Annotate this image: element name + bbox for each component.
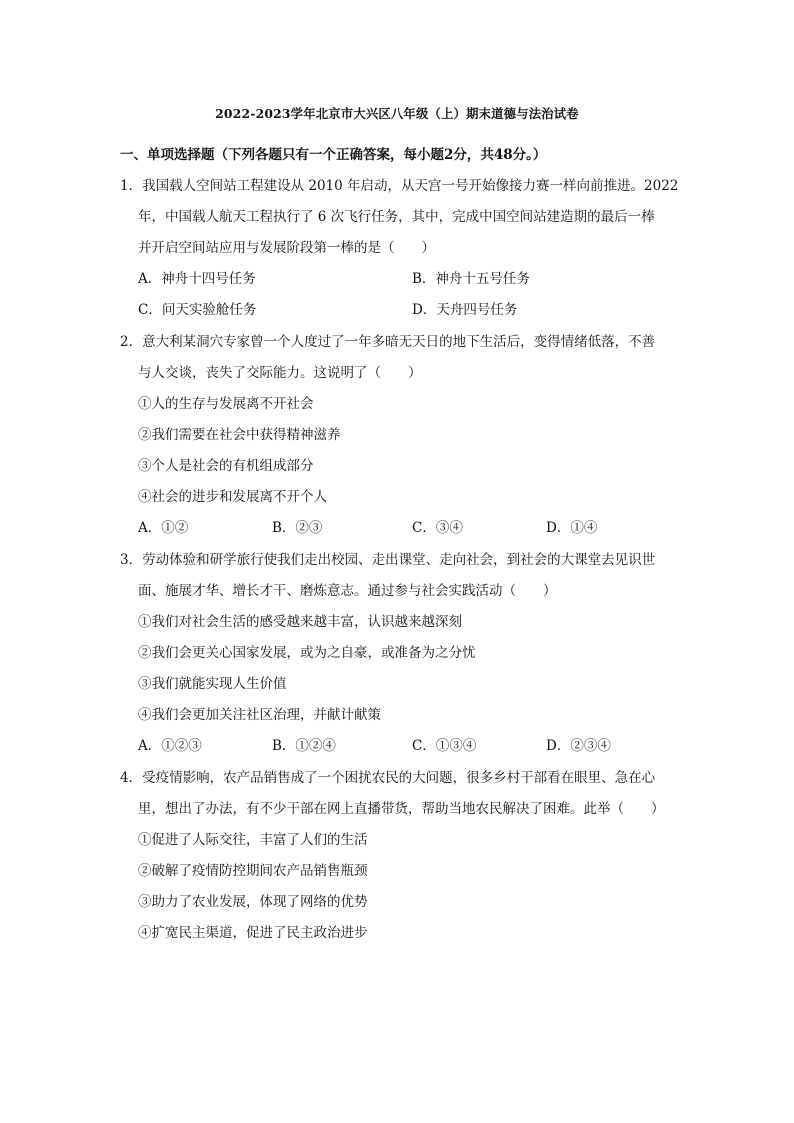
statement-2: ②破解了疫情防控期间农产品销售瓶颈 [138,863,368,879]
statement-3: ③助力了农业发展，体现了网络的优势 [138,894,368,910]
statement-2: ②我们需要在社会中获得精神滋养 [138,427,341,443]
statement-4: ④我们会更加关注社区治理，并献计献策 [138,707,381,723]
statement-4: ④扩宽民主渠道，促进了民主政治进步 [138,925,368,941]
question-text-line: 面、施展才华、增长才干、磨炼意志。通过参与社会实践活动（ ） [138,583,557,599]
choice-b: B．神舟十五号任务 [412,271,530,287]
page-title: 2022-2023学年北京市大兴区八年级（上）期末道德与法治试卷 [215,106,579,121]
statement-1: ①我们对社会生活的感受越来越丰富，认识越来越深刻 [138,614,462,630]
statement-1: ①促进了人际交往，丰富了人们的生活 [138,832,368,848]
section-heading: 一、单项选择题（下列各题只有一个正确答案，每小题2分，共48分。） [120,147,547,163]
choice-a: A．神舟十四号任务 [138,271,256,287]
choice-c: C．问天实验舱任务 [138,302,257,318]
statement-3: ③个人是社会的有机组成部分 [138,458,314,474]
choice-a: A．①②③ [138,738,202,754]
statement-4: ④社会的进步和发展离不开个人 [138,489,327,505]
question-text-line: 4．受疫情影响，农产品销售成了一个困扰农民的大问题，很多乡村干部看在眼里、急在心 [120,770,656,786]
choice-a: A．①② [138,520,189,536]
statement-2: ②我们会更关心国家发展，或为之自豪，或准备为之分忧 [138,645,476,661]
statement-3: ③我们就能实现人生价值 [138,676,287,692]
choice-b: B．①②④ [272,738,336,754]
question-text-line: 里，想出了办法，有不少干部在网上直播带货，帮助当地农民解决了困难。此举（ ） [138,801,665,817]
choice-d: D．①④ [546,520,598,536]
question-text-line: 与人交谈，丧失了交际能力。这说明了（ ） [138,365,422,381]
question-text-line: 年，中国载人航天工程执行了 6 次飞行任务，其中，完成中国空间站建造期的最后一棒 [138,209,655,225]
question-text-line: 2．意大利某洞穴专家曾一个人度过了一年多暗无天日的地下生活后，变得情绪低落，不善 [120,334,656,350]
statement-1: ①人的生存与发展离不开社会 [138,396,314,412]
choice-c: C．③④ [412,520,463,536]
choice-d: D．②③④ [546,738,611,754]
question-text-line: 1．我国载人空间站工程建设从 2010 年启动，从天宫一号开始像接力赛一样向前推进。2022 [120,178,679,194]
question-text-line: 3．劳动体验和研学旅行使我们走出校园、走出课堂、走向社会，到社会的大课堂去见识世 [120,552,656,568]
choice-c: C．①③④ [412,738,477,754]
choice-b: B．②③ [272,520,323,536]
choice-d: D．天舟四号任务 [412,302,518,318]
question-text-line: 并开启空间站应用与发展阶段第一棒的是（ ） [138,240,435,256]
